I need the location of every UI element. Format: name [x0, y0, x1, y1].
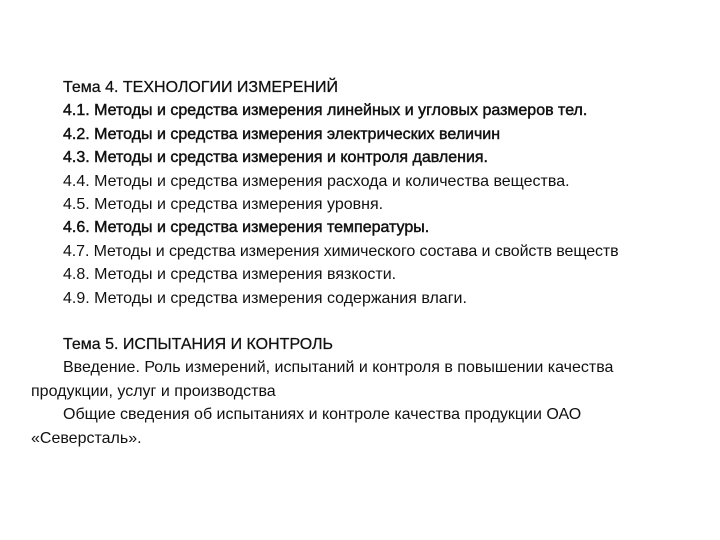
- topic-4-item-9: 4.9. Методы и средства измерения содержания влаги.: [63, 289, 467, 307]
- topic-5-item-2: Общие сведения об испытаниях и контроле качества продукции ОАО «Северсталь».: [31, 406, 582, 447]
- document-body: [31, 76, 691, 450]
- topic-5-title: Тема 5. ИСПЫТАНИЯ И КОНТРОЛЬ: [63, 336, 334, 354]
- topic-4-title: Тема 4. ТЕХНОЛОГИИ ИЗМЕРЕНИЙ: [63, 79, 338, 96]
- topic-4-item-1: 4.1. Методы и средства измерения линейных и угловых размеров тел.: [63, 102, 588, 120]
- topic-4-item-8: 4.8. Методы и средства измерения вязкости.: [63, 266, 397, 284]
- topic-4-section: [31, 76, 691, 310]
- topic-4-item-4: 4.4. Методы и средства измерения расхода и количества вещества.: [63, 172, 570, 190]
- topic-5-section: [31, 333, 691, 450]
- topic-4-item-3: 4.3. Методы и средства измерения и контроля давления.: [63, 149, 488, 167]
- section-gap: [31, 310, 691, 333]
- topic-4-item-2: 4.2. Методы и средства измерения электрических величин: [63, 125, 501, 143]
- topic-4-item-5: 4.5. Методы и средства измерения уровня.: [63, 196, 384, 214]
- topic-5-item-1: Введение. Роль измерений, испытаний и контроля в повышении качества продукции, услуг и производства: [31, 359, 614, 400]
- topic-4-item-6: 4.6. Методы и средства измерения температуры.: [63, 219, 430, 237]
- topic-4-item-7: 4.7. Методы и средства измерения химического состава и свойств веществ: [63, 242, 619, 260]
